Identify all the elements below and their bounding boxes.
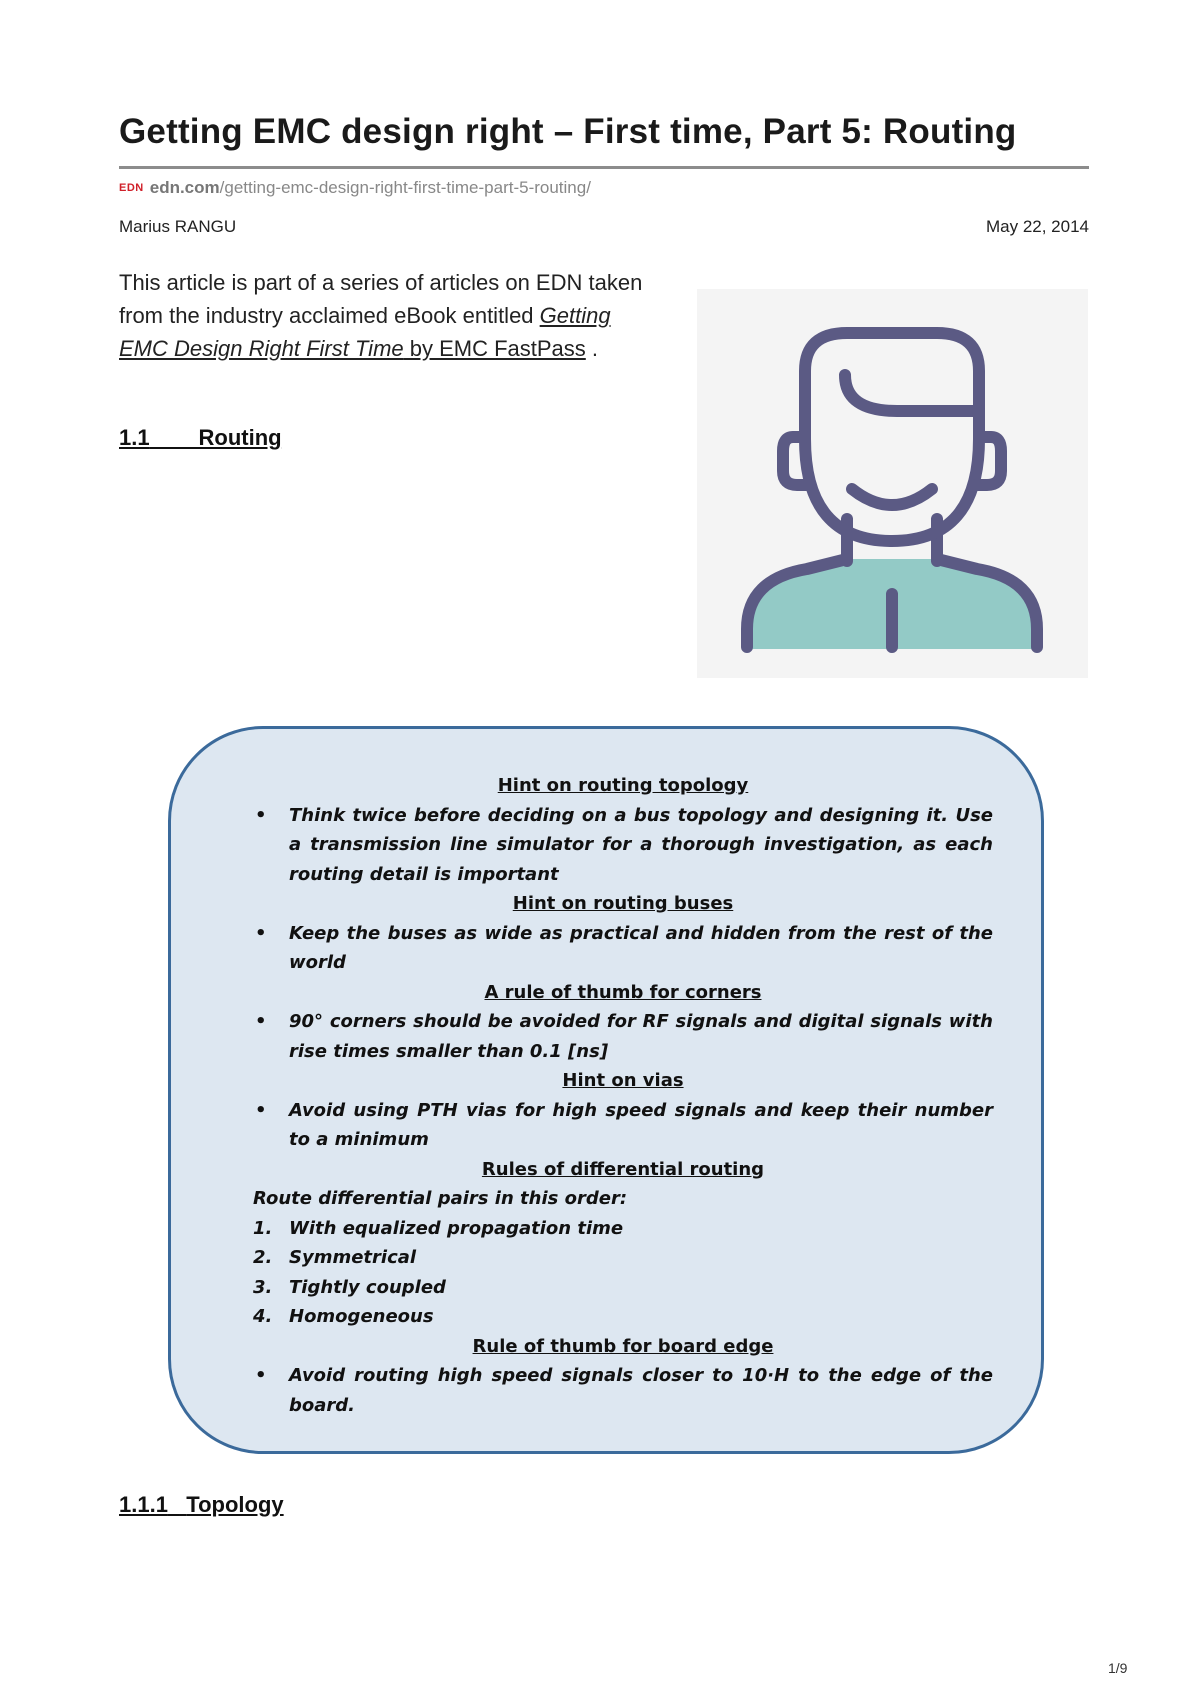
hint-text: Keep the buses as wide as practical and hidden from the rest of the world (289, 922, 993, 973)
bullet-mark: • (255, 1365, 267, 1386)
hint-bullet-buses (253, 919, 993, 978)
hint-heading-differential: Rules of differential routing (481, 1158, 765, 1180)
routing-hints-content (253, 771, 993, 1420)
hint-heading-vias: Hint on vias (562, 1070, 684, 1091)
item-number: 2. (253, 1247, 273, 1268)
hint-heading-board-edge: Rule of thumb for board edge (472, 1335, 774, 1357)
intro-end: . (585, 336, 599, 361)
hint-heading-corners: A rule of thumb for corners (484, 981, 762, 1003)
hint-text: Avoid using PTH vias for high speed signals and keep their number to a minimum (289, 1099, 993, 1150)
item-text: With equalized propagation time (289, 1217, 624, 1239)
item-text: Homogeneous (289, 1306, 434, 1327)
avatar-image (697, 289, 1088, 678)
source-link[interactable] (119, 178, 591, 198)
bullet-mark: • (255, 1011, 267, 1032)
routing-hints-box (168, 726, 1044, 1454)
item-number: 3. (253, 1276, 273, 1298)
edn-logo: EDN (119, 182, 144, 194)
hint-bullet-board-edge (253, 1361, 993, 1420)
section-heading-topology (119, 1492, 284, 1518)
hint-heading-buses: Hint on routing buses (512, 893, 734, 914)
differential-item (253, 1273, 993, 1303)
item-number: 1. (253, 1217, 273, 1239)
ebook-author-link[interactable]: by EMC FastPass (403, 336, 586, 361)
differential-item (253, 1214, 993, 1244)
differential-intro: Route differential pairs in this order: (253, 1188, 628, 1209)
publish-date: May 22, 2014 (985, 217, 1089, 236)
bullet-mark: • (255, 922, 267, 944)
article-title: Getting EMC design right – First time, Part 5: Routing (119, 112, 1017, 151)
intro-paragraph (119, 266, 659, 365)
user-avatar-icon (697, 289, 1088, 678)
item-number: 4. (253, 1306, 273, 1327)
author-name: Marius RANGU (119, 217, 237, 236)
title-divider (119, 166, 1089, 169)
source-domain: edn.com (149, 178, 220, 197)
bullet-mark: • (255, 1099, 267, 1121)
source-path: /getting-emc-design-right-first-time-part-5-routing/ (219, 178, 591, 197)
hint-text: Think twice before deciding on a bus topology and designing it. Use a transmission line simulator for a thorough investigation, as each routing detail is important (289, 804, 993, 885)
item-text: Symmetrical (289, 1247, 417, 1268)
section-title: Routing (198, 425, 282, 450)
page-number: 1/9 (1108, 1660, 1128, 1676)
hint-text: 90° corners should be avoided for RF signals and digital signals with rise times smaller than 0.1 [ns] (289, 1011, 993, 1062)
section-number: 1.1 (119, 425, 150, 450)
section-heading-routing (119, 425, 282, 451)
item-text: Tightly coupled (289, 1276, 446, 1298)
section-title: Topology (186, 1492, 284, 1517)
hint-bullet-vias (253, 1096, 993, 1155)
intro-text: This article is part of a series of articles on EDN taken from the industry acclaimed eBook entitled (119, 270, 643, 328)
differential-item (253, 1243, 993, 1273)
bullet-mark: • (255, 804, 267, 826)
hint-bullet-corners (253, 1007, 993, 1066)
ebook-title-link[interactable]: Getting EMC Design Right First Time (119, 303, 611, 361)
hint-heading-topology: Hint on routing topology (497, 775, 749, 796)
hint-bullet-topology (253, 801, 993, 890)
differential-item (253, 1302, 993, 1332)
hint-text: Avoid routing high speed signals closer to 10·H to the edge of the board. (289, 1365, 993, 1416)
section-number: 1.1.1 (119, 1492, 168, 1517)
